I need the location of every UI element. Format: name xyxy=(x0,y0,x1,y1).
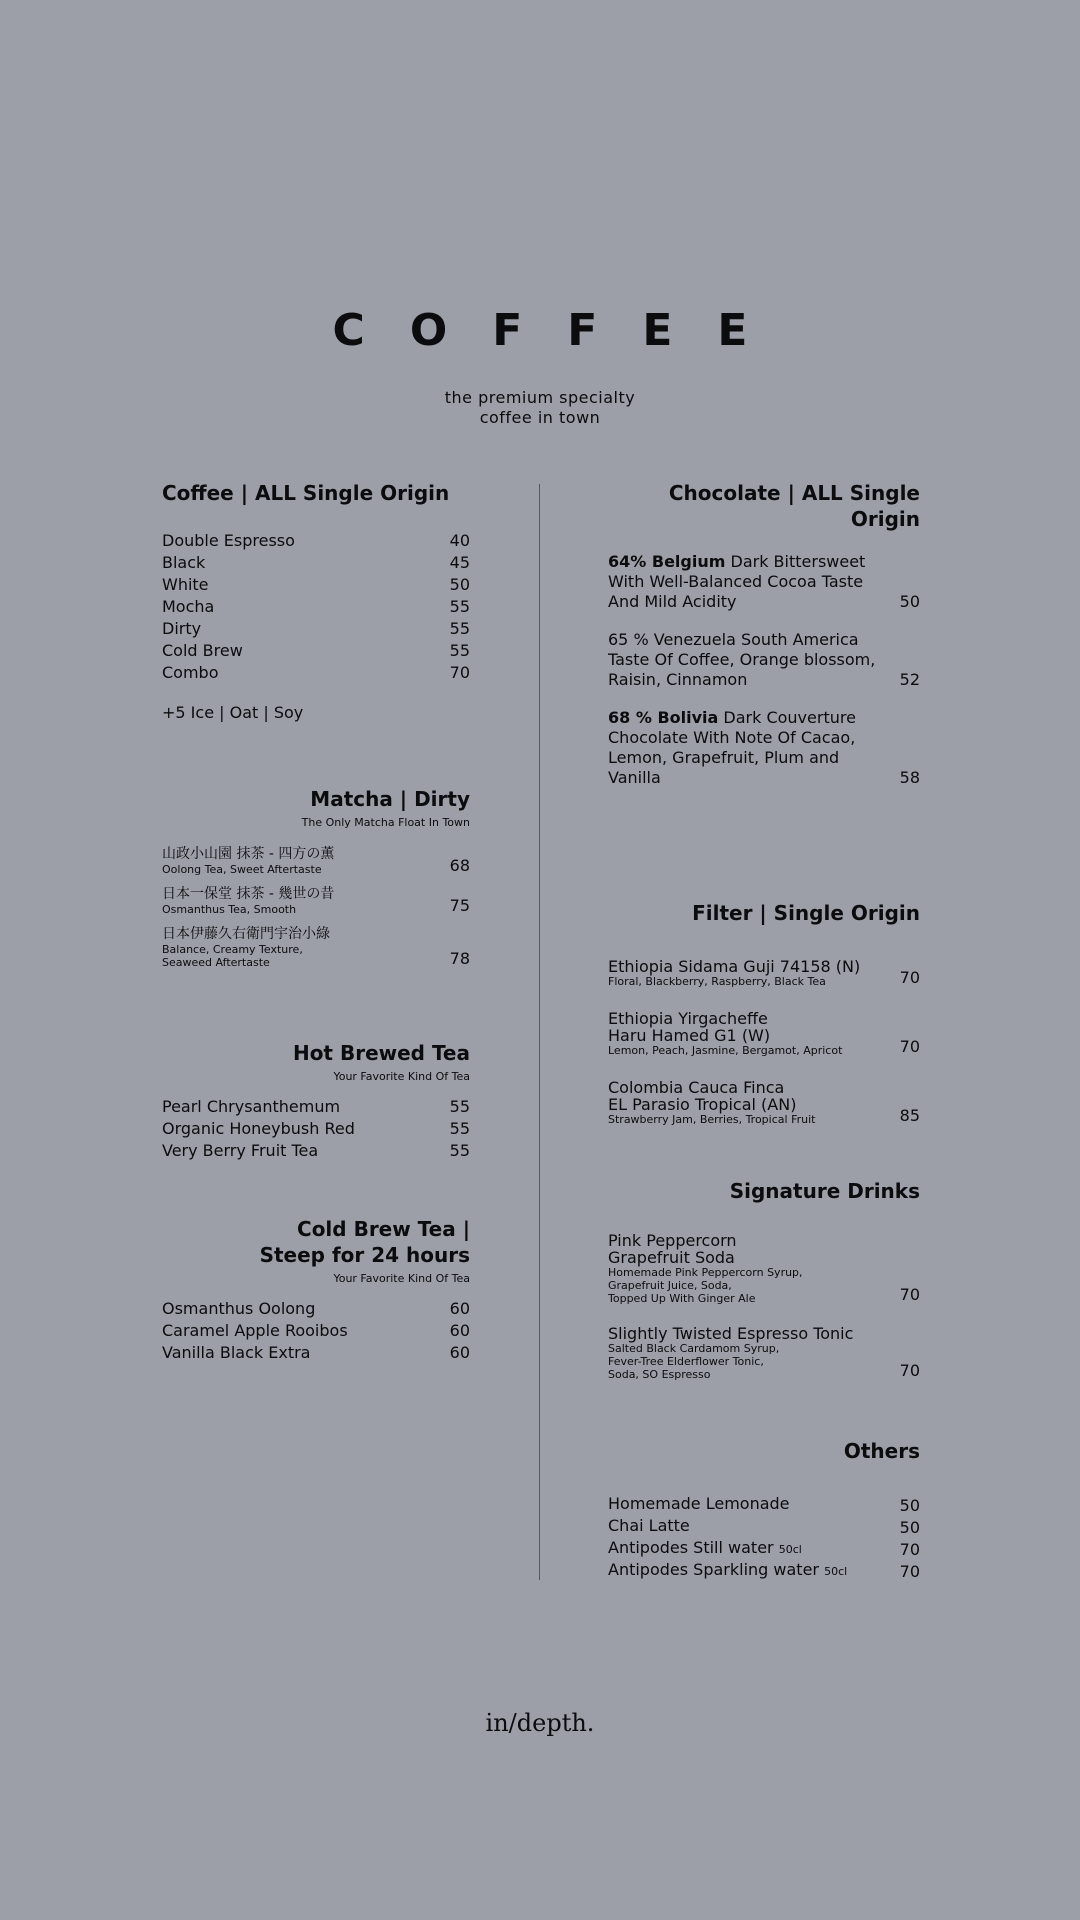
item-name: Grapefruit Soda xyxy=(608,1248,735,1267)
matcha-section xyxy=(162,786,470,969)
item-name: Combo xyxy=(162,663,219,682)
item-price: 70 xyxy=(899,1285,920,1304)
item-price: 58 xyxy=(899,768,920,787)
section-title: Steep for 24 hours xyxy=(259,1243,470,1267)
cold-tea-list xyxy=(162,1298,470,1364)
menu-item xyxy=(608,1325,920,1381)
column-divider xyxy=(539,484,540,1580)
item-name: Pink Peppercorn xyxy=(608,1231,737,1250)
item-price: 60 xyxy=(449,1343,470,1362)
item-unit: 50cl xyxy=(778,1543,802,1556)
item-price: 50 xyxy=(449,575,470,594)
item-price: 55 xyxy=(449,619,470,638)
menu-item xyxy=(162,1320,470,1342)
item-name: Very Berry Fruit Tea xyxy=(162,1141,319,1160)
section-title: Filter | Single Origin xyxy=(692,901,920,925)
item-price: 70 xyxy=(899,968,920,987)
menu-item xyxy=(162,1096,470,1118)
item-description: Topped Up With Ginger Ale xyxy=(608,1292,756,1305)
item-name: 68 % Bolivia xyxy=(608,708,719,727)
section-title: Others xyxy=(843,1439,920,1463)
section-title: Coffee | ALL Single Origin xyxy=(162,481,450,505)
menu-item xyxy=(162,1140,470,1162)
page-title: COFFEE xyxy=(332,305,793,356)
item-price: 78 xyxy=(449,949,470,968)
item-label: Antipodes Sparkling water xyxy=(608,1560,825,1579)
item-description: Seaweed Aftertaste xyxy=(162,956,270,969)
menu-item xyxy=(162,1118,470,1140)
item-description: Osmanthus Tea, Smooth xyxy=(162,903,297,916)
item-price: 50 xyxy=(899,592,920,611)
item-name: Haru Hamed G1 (W) xyxy=(608,1026,771,1045)
menu-item xyxy=(608,1494,920,1516)
item-description: Oolong Tea, Sweet Aftertaste xyxy=(162,863,322,876)
filter-section xyxy=(608,900,920,1126)
item-name: Mocha xyxy=(162,597,215,616)
menu-item xyxy=(162,574,470,596)
item-name: 日本伊藤久右衛門宇治小綠 xyxy=(162,926,330,942)
item-detail: 65 % Venezuela South America Taste Of Coffee, Orange blossom, Raisin, Cinnamon xyxy=(608,630,876,689)
menu-item xyxy=(608,1516,920,1538)
item-price: 70 xyxy=(449,663,470,682)
chocolate-list xyxy=(608,552,920,788)
item-price: 50 xyxy=(899,1518,920,1537)
item-name: Cold Brew xyxy=(162,641,243,660)
section-title: Cold Brew Tea | xyxy=(297,1217,470,1241)
menu-item xyxy=(608,1010,920,1057)
section-subtitle: Your Favorite Kind Of Tea xyxy=(333,1272,470,1285)
item-name: Slightly Twisted Espresso Tonic xyxy=(608,1324,854,1343)
item-name xyxy=(608,1538,802,1560)
cold-tea-section xyxy=(162,1216,470,1364)
hot-tea-section xyxy=(162,1040,470,1162)
item-label: Chai Latte xyxy=(608,1516,690,1535)
item-name: 日本一保堂 抹茶 - 幾世の昔 xyxy=(162,886,335,902)
tagline-line: coffee in town xyxy=(479,408,601,427)
chocolate-section xyxy=(608,480,920,788)
item-unit: 50cl xyxy=(824,1565,848,1578)
item-price: 70 xyxy=(899,1361,920,1380)
signature-section xyxy=(608,1178,920,1381)
addons-note: +5 Ice | Oat | Soy xyxy=(162,703,304,722)
menu-item xyxy=(608,708,920,788)
item-price: 55 xyxy=(449,641,470,660)
others-list xyxy=(608,1494,920,1582)
item-name: Colombia Cauca Finca xyxy=(608,1078,785,1097)
menu-item xyxy=(162,552,470,574)
item-price: 60 xyxy=(449,1321,470,1340)
item-name: Black xyxy=(162,553,206,572)
section-title: Origin xyxy=(850,507,920,531)
right-column xyxy=(608,0,920,1920)
item-name xyxy=(608,1560,847,1582)
item-name: Caramel Apple Rooibos xyxy=(162,1321,348,1340)
item-price: 60 xyxy=(449,1299,470,1318)
item-name xyxy=(608,1494,790,1516)
item-price: 52 xyxy=(899,670,920,689)
item-price: 45 xyxy=(449,553,470,572)
item-description: Balance, Creamy Texture, xyxy=(162,943,303,956)
menu-item xyxy=(162,640,470,662)
item-label: Homemade Lemonade xyxy=(608,1494,790,1513)
menu-item xyxy=(162,1342,470,1364)
item-description: Soda, SO Espresso xyxy=(608,1368,711,1381)
menu-item xyxy=(162,886,470,916)
menu-item xyxy=(162,530,470,552)
menu-item xyxy=(162,926,470,969)
item-name: EL Parasio Tropical (AN) xyxy=(608,1095,797,1114)
brand-logo: in/depth. xyxy=(485,1709,595,1737)
menu-item xyxy=(608,552,920,612)
item-name: Double Espresso xyxy=(162,531,295,550)
left-column xyxy=(162,0,470,1920)
menu-item xyxy=(162,662,470,684)
item-description: Floral, Blackberry, Raspberry, Black Tea xyxy=(608,975,826,988)
item-price: 50 xyxy=(899,1496,920,1515)
section-title: Chocolate | ALL Single xyxy=(668,481,920,505)
others-section xyxy=(608,1438,920,1582)
item-name: Osmanthus Oolong xyxy=(162,1299,316,1318)
section-title: Signature Drinks xyxy=(729,1179,920,1203)
item-name: Ethiopia Sidama Guji 74158 (N) xyxy=(608,957,861,976)
section-subtitle: The Only Matcha Float In Town xyxy=(301,816,470,829)
item-description xyxy=(608,708,878,788)
menu-item xyxy=(608,1079,920,1126)
item-name: Vanilla Black Extra xyxy=(162,1343,311,1362)
item-description: Fever-Tree Elderflower Tonic, xyxy=(608,1355,764,1368)
item-price: 55 xyxy=(449,597,470,616)
item-description: Strawberry Jam, Berries, Tropical Fruit xyxy=(608,1113,816,1126)
item-name: 山政小山園 抹茶 - 四方の薫 xyxy=(162,846,335,862)
item-description: Grapefruit Juice, Soda, xyxy=(608,1279,732,1292)
item-description: Lemon, Peach, Jasmine, Bergamot, Apricot xyxy=(608,1044,843,1057)
item-description xyxy=(608,552,878,612)
item-description: Homemade Pink Peppercorn Syrup, xyxy=(608,1266,803,1279)
item-name: Dirty xyxy=(162,619,202,638)
menu-item xyxy=(608,630,920,690)
section-subtitle: Your Favorite Kind Of Tea xyxy=(333,1070,470,1083)
item-name: White xyxy=(162,575,209,594)
item-price: 55 xyxy=(449,1097,470,1116)
signature-list xyxy=(608,1232,920,1381)
item-name: 64% Belgium xyxy=(608,552,726,571)
menu-item xyxy=(608,1560,920,1582)
item-price: 70 xyxy=(899,1540,920,1559)
item-name: Ethiopia Yirgacheffe xyxy=(608,1009,768,1028)
matcha-list xyxy=(162,846,470,969)
item-price: 70 xyxy=(899,1037,920,1056)
coffee-section xyxy=(162,480,470,724)
item-detail: Dark Bittersweet With Well-Balanced Cocoa Taste And Mild Acidity xyxy=(608,552,866,611)
item-description xyxy=(608,630,878,690)
item-price: 55 xyxy=(449,1141,470,1160)
tagline-line: the premium specialty xyxy=(444,388,636,407)
item-price: 40 xyxy=(449,531,470,550)
hot-tea-list xyxy=(162,1096,470,1162)
item-label: Antipodes Still water xyxy=(608,1538,779,1557)
item-price: 75 xyxy=(449,896,470,915)
item-name: Organic Honeybush Red xyxy=(162,1119,355,1138)
filter-list xyxy=(608,958,920,1126)
menu-item xyxy=(162,1298,470,1320)
menu-item xyxy=(162,846,470,876)
item-price: 85 xyxy=(899,1106,920,1125)
coffee-list xyxy=(162,530,470,684)
menu-item xyxy=(162,618,470,640)
item-name: Pearl Chrysanthemum xyxy=(162,1097,341,1116)
menu-item xyxy=(608,1538,920,1560)
item-price: 55 xyxy=(449,1119,470,1138)
item-detail: Dark Couverture Chocolate With Note Of Cacao, Lemon, Grapefruit, Plum and Vanilla xyxy=(608,708,856,787)
item-name xyxy=(608,1516,690,1538)
section-title: Matcha | Dirty xyxy=(310,787,470,811)
item-price: 68 xyxy=(449,856,470,875)
menu-item xyxy=(162,596,470,618)
section-title: Hot Brewed Tea xyxy=(292,1041,470,1065)
item-description: Salted Black Cardamom Syrup, xyxy=(608,1342,780,1355)
menu-item xyxy=(608,958,920,988)
item-price: 70 xyxy=(899,1562,920,1581)
menu-item xyxy=(608,1232,920,1305)
